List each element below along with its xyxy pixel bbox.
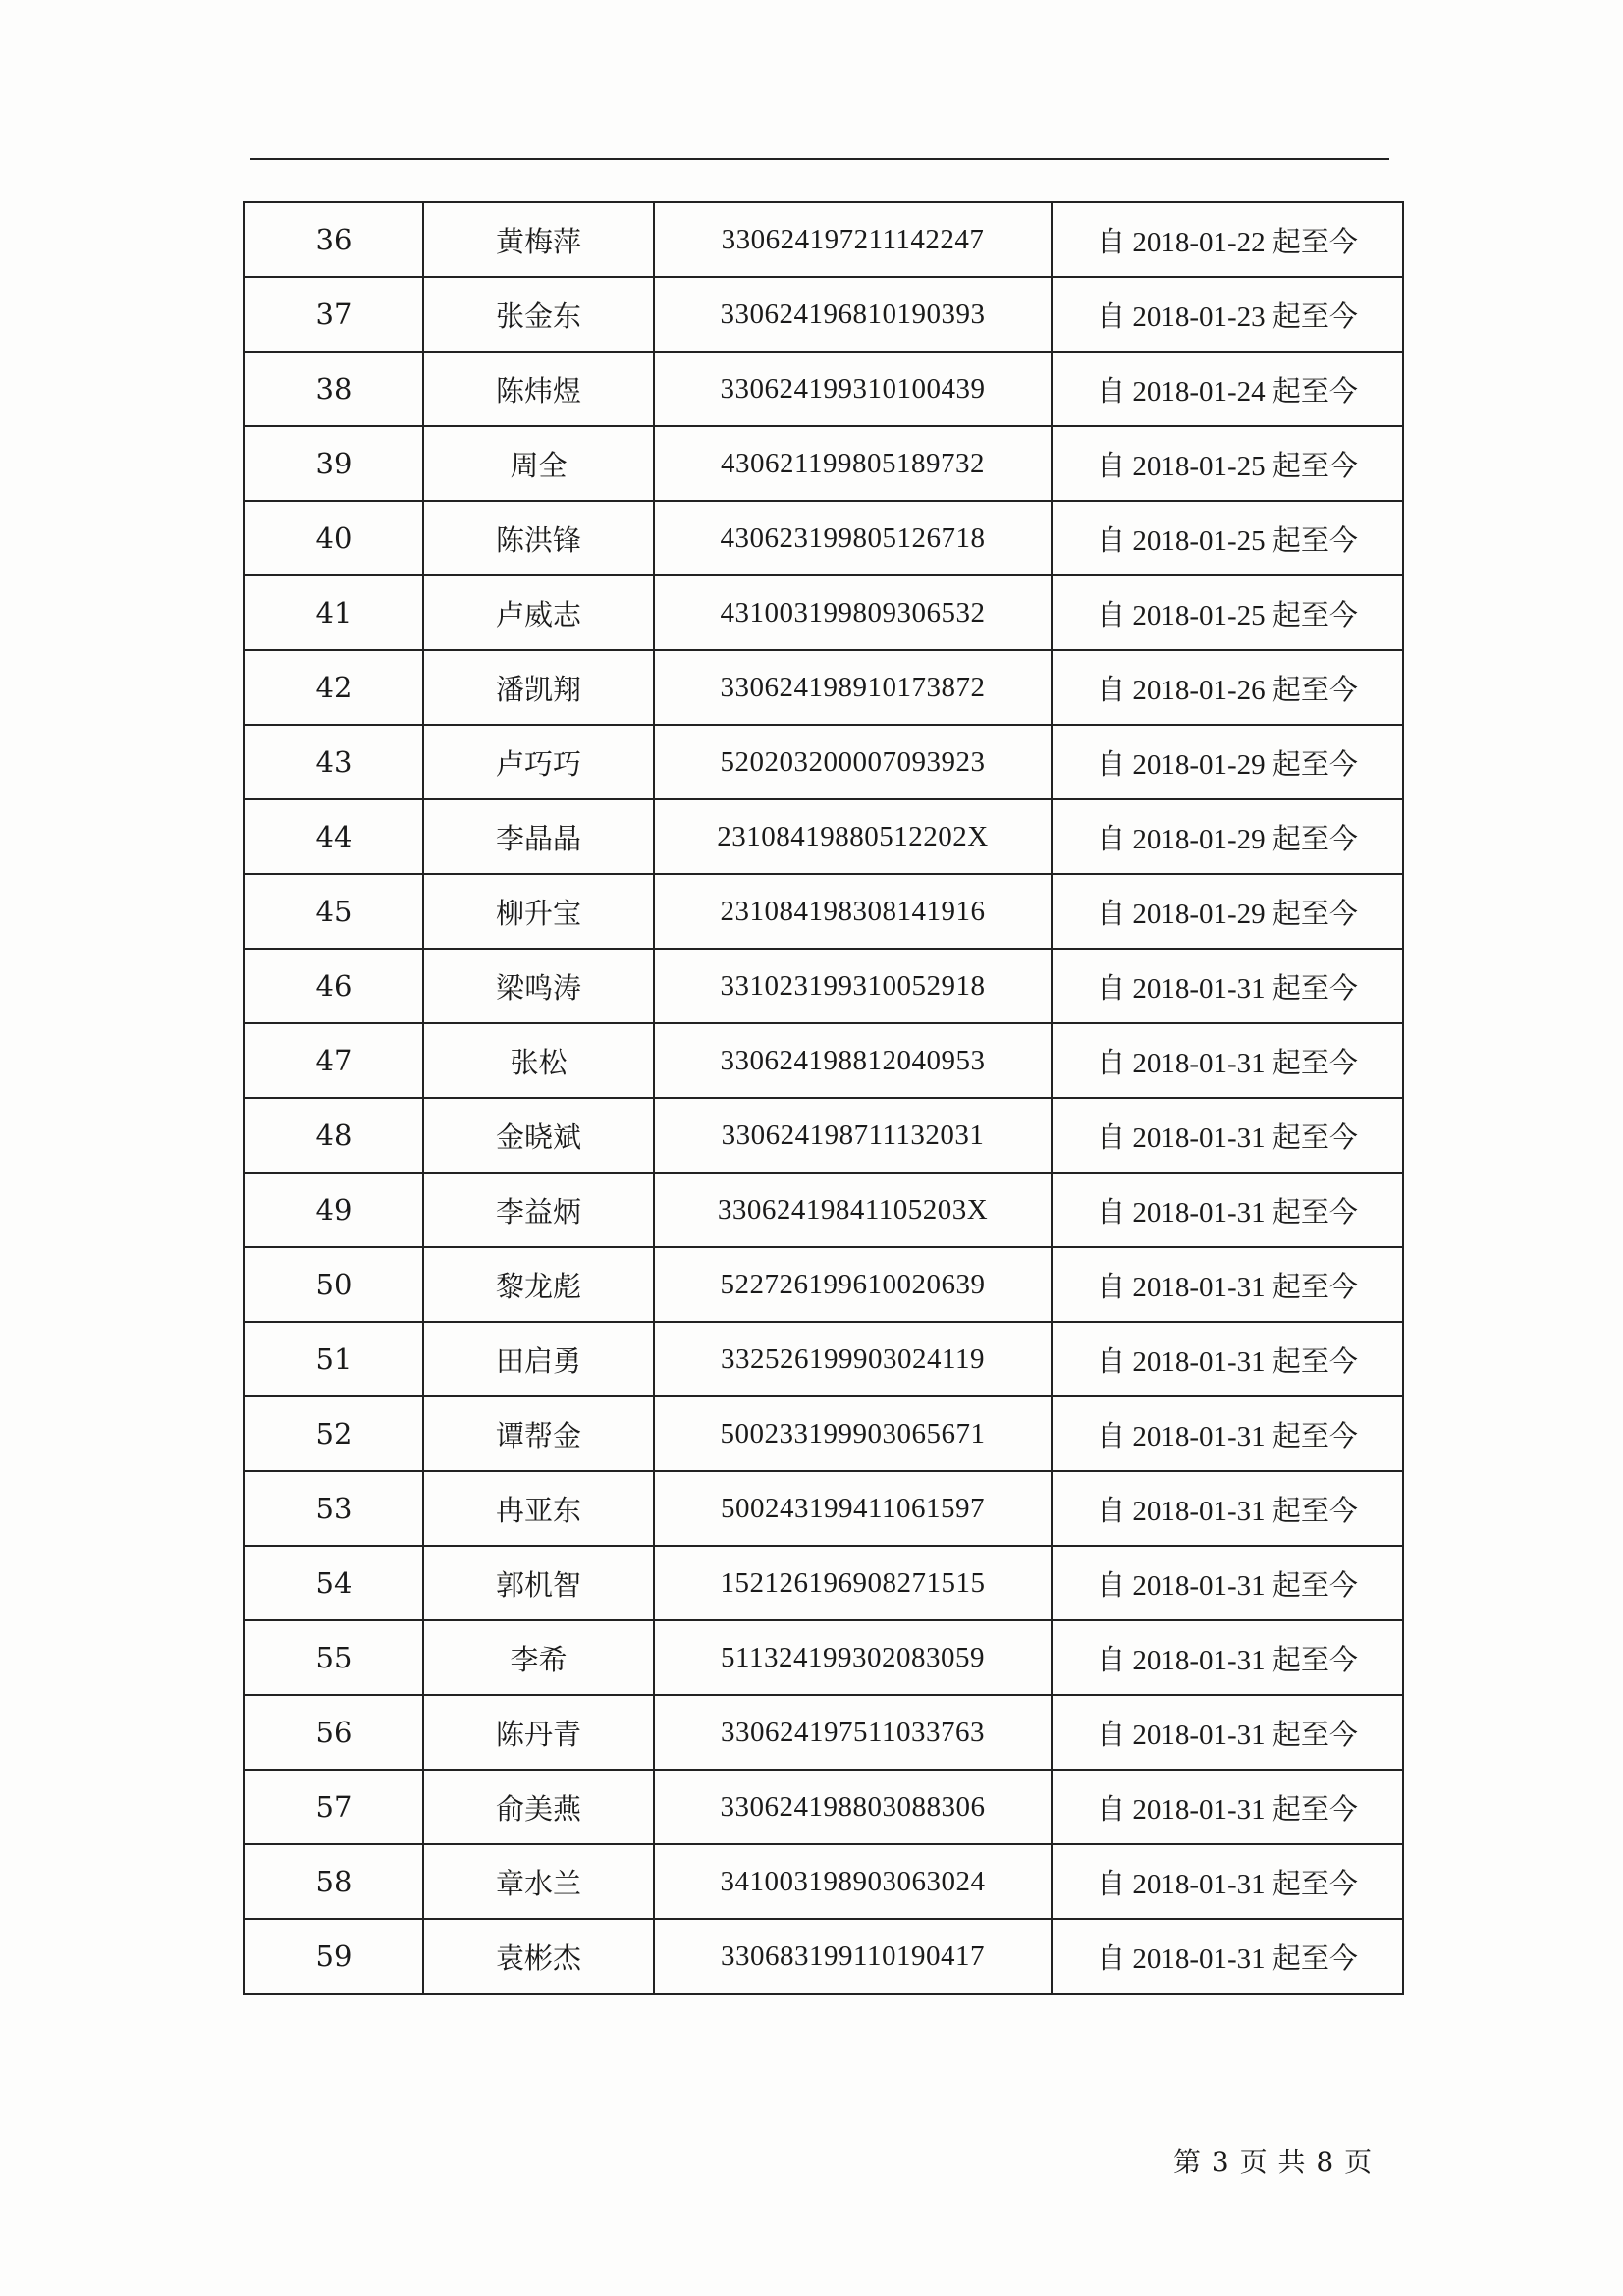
- table-row: [244, 1023, 1403, 1098]
- period-cell: 自 2018-01-31 起至今: [1052, 1770, 1403, 1844]
- period-cell: 自 2018-01-29 起至今: [1052, 725, 1403, 799]
- period-cell: 自 2018-01-29 起至今: [1052, 799, 1403, 874]
- table-row: [244, 1919, 1403, 1994]
- person-name-cell: 陈炜煜: [423, 352, 654, 426]
- id-number-cell: 522726199610020639: [654, 1247, 1052, 1322]
- table-row: [244, 1620, 1403, 1695]
- period-cell: 自 2018-01-31 起至今: [1052, 1695, 1403, 1770]
- person-name-cell: 李希: [423, 1620, 654, 1695]
- table-row: [244, 650, 1403, 725]
- id-number-cell: 330624198711132031: [654, 1098, 1052, 1173]
- id-number-cell: 330624197511033763: [654, 1695, 1052, 1770]
- period-cell: 自 2018-01-25 起至今: [1052, 575, 1403, 650]
- period-cell: 自 2018-01-31 起至今: [1052, 1844, 1403, 1919]
- row-number-cell: 54: [244, 1546, 423, 1620]
- table-row: [244, 352, 1403, 426]
- person-name-cell: 冉亚东: [423, 1471, 654, 1546]
- period-cell: 自 2018-01-23 起至今: [1052, 277, 1403, 352]
- person-name-cell: 金晓斌: [423, 1098, 654, 1173]
- row-number-cell: 57: [244, 1770, 423, 1844]
- person-name-cell: 卢巧巧: [423, 725, 654, 799]
- id-number-cell: 330624199310100439: [654, 352, 1052, 426]
- person-name-cell: 郭机智: [423, 1546, 654, 1620]
- row-number-cell: 42: [244, 650, 423, 725]
- period-cell: 自 2018-01-25 起至今: [1052, 426, 1403, 501]
- row-number-cell: 44: [244, 799, 423, 874]
- table-row: [244, 575, 1403, 650]
- row-number-cell: 52: [244, 1396, 423, 1471]
- table-row: [244, 1173, 1403, 1247]
- row-number-cell: 41: [244, 575, 423, 650]
- id-number-cell: 330683199110190417: [654, 1919, 1052, 1994]
- row-number-cell: 55: [244, 1620, 423, 1695]
- person-name-cell: 张金东: [423, 277, 654, 352]
- person-name-cell: 梁鸣涛: [423, 949, 654, 1023]
- row-number-cell: 51: [244, 1322, 423, 1396]
- id-number-cell: 330624198803088306: [654, 1770, 1052, 1844]
- table-row: [244, 277, 1403, 352]
- person-name-cell: 田启勇: [423, 1322, 654, 1396]
- row-number-cell: 37: [244, 277, 423, 352]
- person-name-cell: 陈洪锋: [423, 501, 654, 575]
- period-cell: 自 2018-01-31 起至今: [1052, 1173, 1403, 1247]
- row-number-cell: 56: [244, 1695, 423, 1770]
- person-name-cell: 陈丹青: [423, 1695, 654, 1770]
- row-number-cell: 36: [244, 202, 423, 277]
- row-number-cell: 53: [244, 1471, 423, 1546]
- id-number-cell: 430623199805126718: [654, 501, 1052, 575]
- id-number-cell: 231084198308141916: [654, 874, 1052, 949]
- table-row: [244, 501, 1403, 575]
- period-cell: 自 2018-01-29 起至今: [1052, 874, 1403, 949]
- period-cell: 自 2018-01-31 起至今: [1052, 1247, 1403, 1322]
- table-row: [244, 1098, 1403, 1173]
- table-row: [244, 1844, 1403, 1919]
- period-cell: 自 2018-01-25 起至今: [1052, 501, 1403, 575]
- roster-table: [243, 201, 1404, 1995]
- period-cell: 自 2018-01-24 起至今: [1052, 352, 1403, 426]
- row-number-cell: 47: [244, 1023, 423, 1098]
- id-number-cell: 520203200007093923: [654, 725, 1052, 799]
- person-name-cell: 黄梅萍: [423, 202, 654, 277]
- person-name-cell: 柳升宝: [423, 874, 654, 949]
- row-number-cell: 46: [244, 949, 423, 1023]
- row-number-cell: 50: [244, 1247, 423, 1322]
- period-cell: 自 2018-01-31 起至今: [1052, 949, 1403, 1023]
- person-name-cell: 张松: [423, 1023, 654, 1098]
- row-number-cell: 59: [244, 1919, 423, 1994]
- id-number-cell: 430621199805189732: [654, 426, 1052, 501]
- period-cell: 自 2018-01-31 起至今: [1052, 1322, 1403, 1396]
- table-row: [244, 799, 1403, 874]
- person-name-cell: 袁彬杰: [423, 1919, 654, 1994]
- row-number-cell: 48: [244, 1098, 423, 1173]
- id-number-cell: 500233199903065671: [654, 1396, 1052, 1471]
- row-number-cell: 45: [244, 874, 423, 949]
- row-number-cell: 38: [244, 352, 423, 426]
- id-number-cell: 341003198903063024: [654, 1844, 1052, 1919]
- header-rule: [250, 158, 1389, 160]
- person-name-cell: 李益炳: [423, 1173, 654, 1247]
- person-name-cell: 周全: [423, 426, 654, 501]
- period-cell: 自 2018-01-31 起至今: [1052, 1098, 1403, 1173]
- table-row: [244, 1770, 1403, 1844]
- row-number-cell: 39: [244, 426, 423, 501]
- id-number-cell: 332526199903024119: [654, 1322, 1052, 1396]
- id-number-cell: 331023199310052918: [654, 949, 1052, 1023]
- id-number-cell: 152126196908271515: [654, 1546, 1052, 1620]
- table-row: [244, 725, 1403, 799]
- period-cell: 自 2018-01-31 起至今: [1052, 1919, 1403, 1994]
- margin-scan-mark: [1576, 1178, 1615, 1473]
- id-number-cell: 330624197211142247: [654, 202, 1052, 277]
- table-row: [244, 1396, 1403, 1471]
- person-name-cell: 潘凯翔: [423, 650, 654, 725]
- id-number-cell: 511324199302083059: [654, 1620, 1052, 1695]
- row-number-cell: 49: [244, 1173, 423, 1247]
- table-row: [244, 1546, 1403, 1620]
- person-name-cell: 俞美燕: [423, 1770, 654, 1844]
- person-name-cell: 卢威志: [423, 575, 654, 650]
- person-name-cell: 李晶晶: [423, 799, 654, 874]
- id-number-cell: 431003199809306532: [654, 575, 1052, 650]
- period-cell: 自 2018-01-31 起至今: [1052, 1471, 1403, 1546]
- row-number-cell: 43: [244, 725, 423, 799]
- table-row: [244, 1247, 1403, 1322]
- id-number-cell: 23108419880512202X: [654, 799, 1052, 874]
- id-number-cell: 330624198910173872: [654, 650, 1052, 725]
- id-number-cell: 500243199411061597: [654, 1471, 1052, 1546]
- id-number-cell: 330624198812040953: [654, 1023, 1052, 1098]
- row-number-cell: 58: [244, 1844, 423, 1919]
- period-cell: 自 2018-01-31 起至今: [1052, 1396, 1403, 1471]
- period-cell: 自 2018-01-31 起至今: [1052, 1023, 1403, 1098]
- table-row: [244, 426, 1403, 501]
- period-cell: 自 2018-01-26 起至今: [1052, 650, 1403, 725]
- id-number-cell: 33062419841105203X: [654, 1173, 1052, 1247]
- roster-table-body: [244, 202, 1403, 1994]
- table-row: [244, 949, 1403, 1023]
- row-number-cell: 40: [244, 501, 423, 575]
- person-name-cell: 章水兰: [423, 1844, 654, 1919]
- table-row: [244, 1322, 1403, 1396]
- table-row: [244, 202, 1403, 277]
- person-name-cell: 谭帮金: [423, 1396, 654, 1471]
- id-number-cell: 330624196810190393: [654, 277, 1052, 352]
- period-cell: 自 2018-01-31 起至今: [1052, 1546, 1403, 1620]
- table-row: [244, 874, 1403, 949]
- table-row: [244, 1471, 1403, 1546]
- table-row: [244, 1695, 1403, 1770]
- person-name-cell: 黎龙彪: [423, 1247, 654, 1322]
- period-cell: 自 2018-01-31 起至今: [1052, 1620, 1403, 1695]
- period-cell: 自 2018-01-22 起至今: [1052, 202, 1403, 277]
- page-number: 第 3 页 共 8 页: [1173, 2146, 1374, 2178]
